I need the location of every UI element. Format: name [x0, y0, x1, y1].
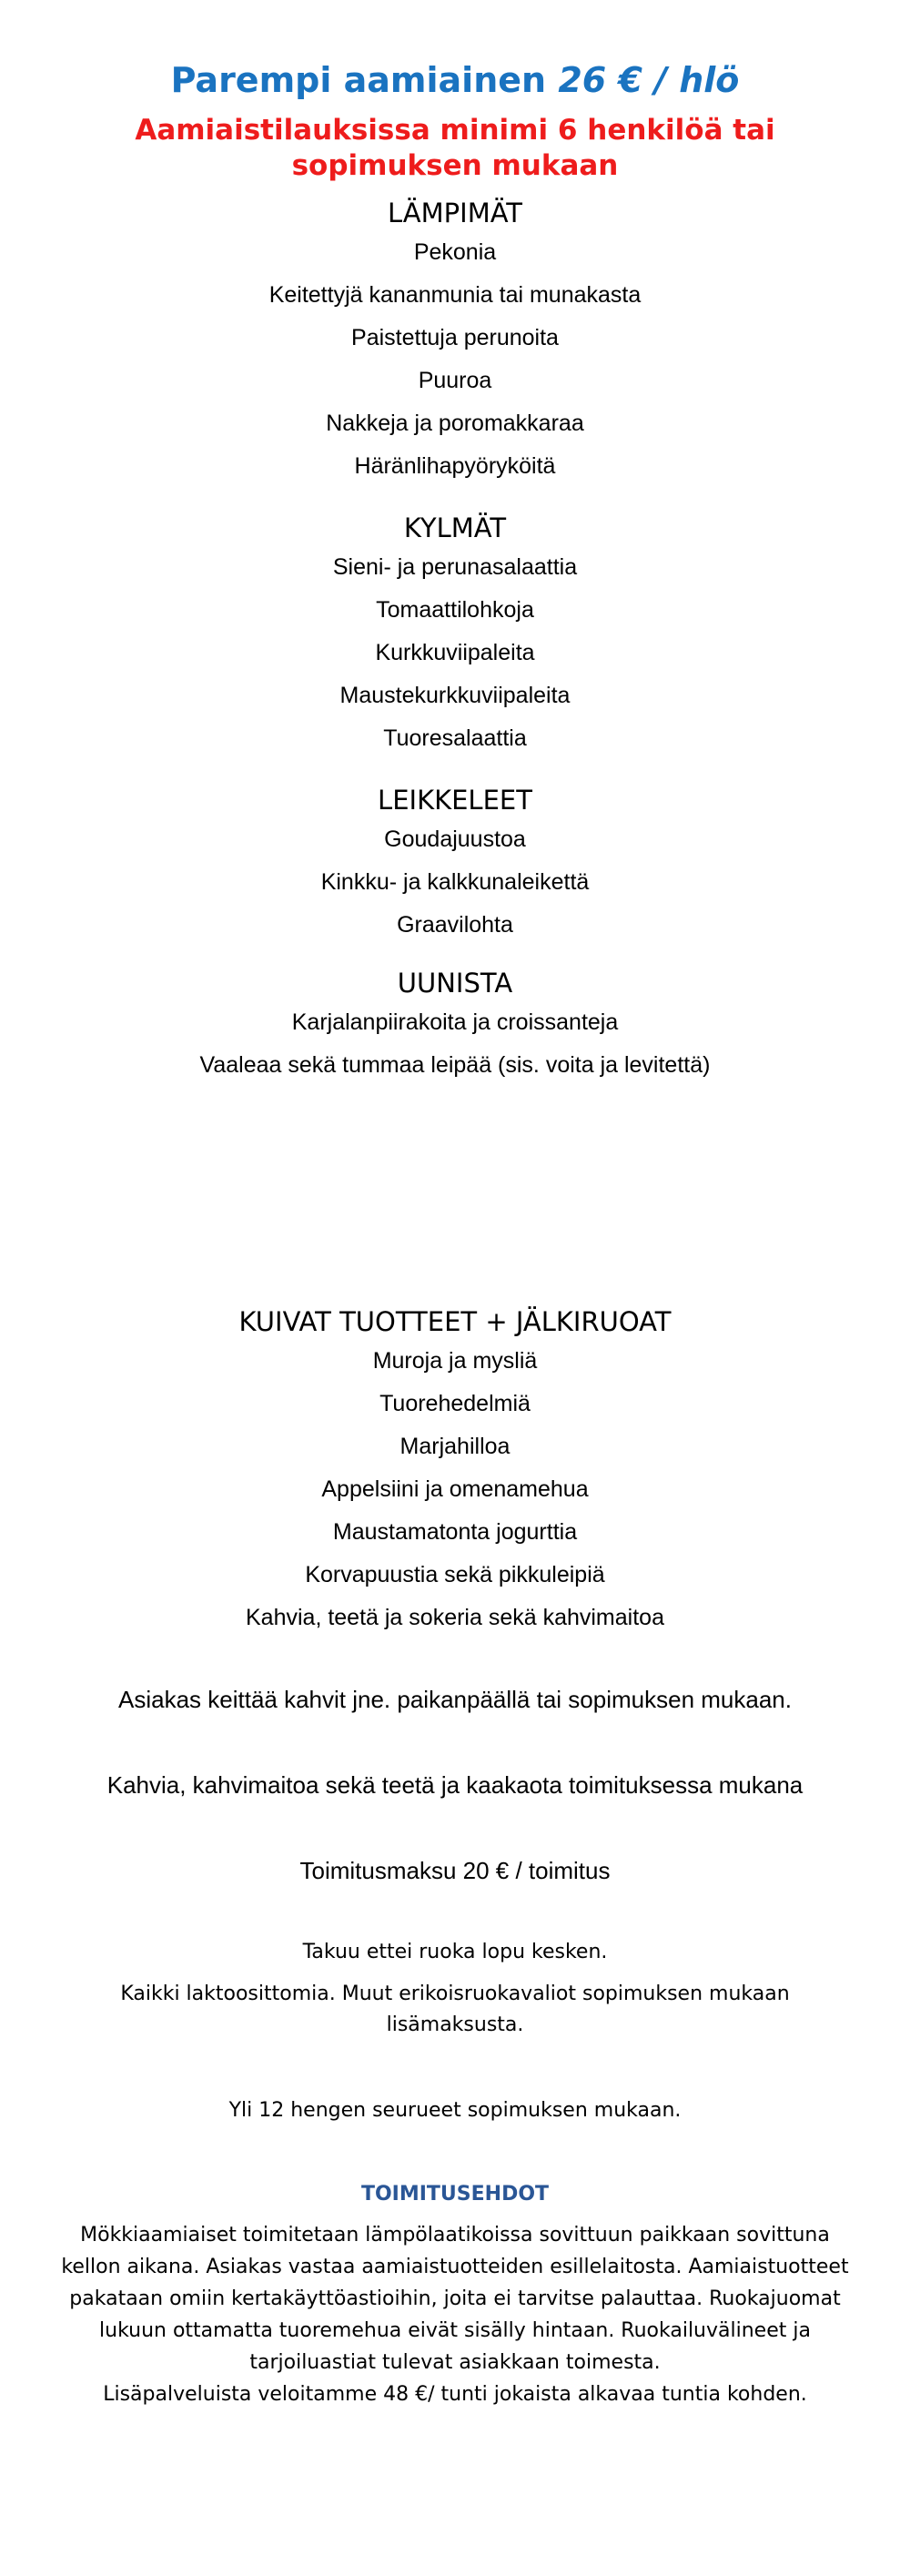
section-heading-oven: UUNISTA — [397, 968, 513, 999]
menu-item: Sieni- ja perunasalaattia — [332, 554, 578, 580]
menu-item: Korvapuustia sekä pikkuleipiä — [305, 1562, 605, 1587]
section-dry — [0, 1303, 910, 1639]
menu-item: Appelsiini ja omenamehua — [321, 1476, 589, 1502]
page-title — [0, 53, 910, 107]
guarantee-note: Takuu ettei ruoka lopu kesken. — [302, 1941, 608, 1963]
section-heading-cuts: LEIKKELEET — [378, 785, 532, 816]
menu-item: Graavilohta — [397, 912, 513, 938]
title-price: 26 € / hlö — [558, 60, 740, 100]
section-heading-dry: KUIVAT TUOTTEET + JÄLKIRUOAT — [238, 1306, 672, 1337]
section-heading-warm: LÄMPIMÄT — [387, 198, 523, 228]
delivery-fee-note: Toimitusmaksu 20 € / toimitus — [299, 1857, 611, 1884]
menu-item: Karjalanpiirakoita ja croissanteja — [291, 1009, 619, 1035]
section-oven — [0, 965, 910, 1087]
section-cold — [0, 510, 910, 760]
section-warm — [0, 195, 910, 488]
menu-item: Maustekurkkuviipaleita — [339, 683, 571, 708]
menu-item: Kinkku- ja kalkkunaleikettä — [320, 869, 590, 895]
menu-item: Vaaleaa sekä tummaa leipää (sis. voita ja levitettä) — [199, 1052, 711, 1078]
terms-heading: TOIMITUSEHDOT — [360, 2183, 550, 2206]
diet-note: Kaikki laktoosittomia. Muut erikoisruokavaliot sopimuksen mukaan lisämaksusta. — [120, 1983, 790, 2036]
menu-item: Pekonia — [413, 239, 497, 265]
menu-item: Kahvia, teetä ja sokeria sekä kahvimaitoa — [246, 1605, 664, 1630]
menu-item: Muroja ja mysliä — [372, 1348, 538, 1374]
menu-item: Puuroa — [418, 368, 492, 393]
menu-item: Tuoresalaattia — [383, 725, 527, 751]
menu-item: Marjahilloa — [399, 1434, 511, 1459]
terms-extra-services: Lisäpalveluista veloitamme 48 €/ tunti jokaista alkavaa tuntia kohden. — [103, 2383, 807, 2406]
menu-item: Paistettuja perunoita — [351, 325, 559, 350]
title-text: Parempi aamiainen — [170, 60, 547, 100]
section-heading-cold: KYLMÄT — [403, 512, 507, 543]
menu-item: Häränlihapyöryköitä — [354, 453, 556, 479]
menu-item: Tomaattilohkoja — [376, 597, 534, 623]
large-groups-note: Yli 12 hengen seurueet sopimuksen mukaan. — [228, 2099, 682, 2122]
menu-item: Keitettyjä kananmunia tai munakasta — [268, 282, 642, 308]
menu-item: Nakkeja ja poromakkaraa — [326, 411, 584, 436]
minimum-order-notice: Aamiaistilauksissa minimi 6 henkilöä tai sopimuksen mukaan — [135, 114, 775, 182]
section-cuts — [0, 782, 910, 947]
menu-item: Goudajuustoa — [384, 827, 526, 852]
menu-item: Tuorehedelmiä — [379, 1391, 531, 1416]
menu-item: Kurkkuviipaleita — [375, 640, 535, 665]
coffee-note: Asiakas keittää kahvit jne. paikanpäällä tai sopimuksen mukaan. — [118, 1686, 792, 1713]
included-drinks-note: Kahvia, kahvimaitoa sekä teetä ja kaakaota toimituksessa mukana — [106, 1771, 804, 1799]
menu-item: Maustamatonta jogurttia — [332, 1519, 578, 1545]
terms-body: Mökkiaamiaiset toimitetaan lämpölaatikoissa sovittuun paikkaan sovittuna kellon aikana. Asiakas vastaa aamiaistuotteiden esillelaitosta. Aamiaistuotteet pakataan omiin kertakäyttöastioihin, joita ei tarvitse palauttaa. Ruokajuomat lukuun ottamatta tuoremehua eivät sisälly hintaan. Ruokailuvälineet ja tarjoiluastiat tulevat asiakkaan toimesta. — [61, 2224, 849, 2374]
